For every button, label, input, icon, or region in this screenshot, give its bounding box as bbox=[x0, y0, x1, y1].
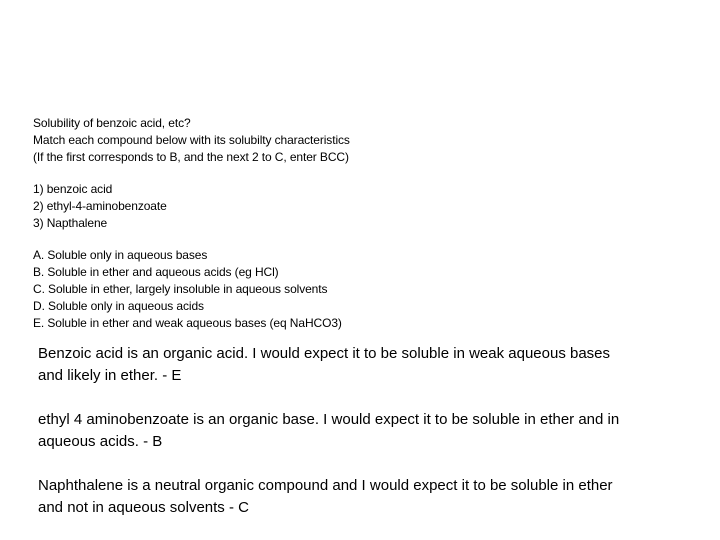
spacer bbox=[33, 232, 693, 247]
answer-line: ethyl 4 aminobenzoate is an organic base. I would expect it to be soluble in ether and in bbox=[38, 411, 620, 428]
question-example: (If the first corresponds to B, and the next 2 to C, enter BCC) bbox=[33, 150, 349, 164]
option-item: A. Soluble only in aqueous bases bbox=[33, 248, 208, 262]
option-item: C. Soluble in ether, largely insoluble in aqueous solvents bbox=[33, 282, 328, 296]
answer-line: Benzoic acid is an organic acid. I would expect it to be soluble in weak aqueous bases bbox=[38, 345, 611, 362]
answer-line: Naphthalene is a neutral organic compound and I would expect it to be soluble in ether bbox=[38, 477, 613, 494]
compound-item: 1) benzoic acid bbox=[33, 182, 113, 196]
option-item: E. Soluble in ether and weak aqueous bases (eq NaHCO3) bbox=[33, 316, 342, 330]
answer-line: aqueous acids. - B bbox=[38, 433, 163, 450]
answers-block bbox=[38, 343, 698, 519]
question-block bbox=[33, 115, 693, 332]
question-instruction: Match each compound below with its solubilty characteristics bbox=[33, 133, 350, 147]
compound-item: 3) Napthalene bbox=[33, 216, 108, 230]
answer-line: and likely in ether. - E bbox=[38, 367, 182, 384]
option-item: D. Soluble only in aqueous acids bbox=[33, 299, 204, 313]
answer-line: and not in aqueous solvents - C bbox=[38, 499, 249, 516]
spacer bbox=[38, 387, 698, 409]
spacer bbox=[33, 166, 693, 181]
option-item: B. Soluble in ether and aqueous acids (eg HCl) bbox=[33, 265, 279, 279]
compound-item: 2) ethyl-4-aminobenzoate bbox=[33, 199, 167, 213]
spacer bbox=[38, 453, 698, 475]
question-title: Solubility of benzoic acid, etc? bbox=[33, 116, 191, 130]
